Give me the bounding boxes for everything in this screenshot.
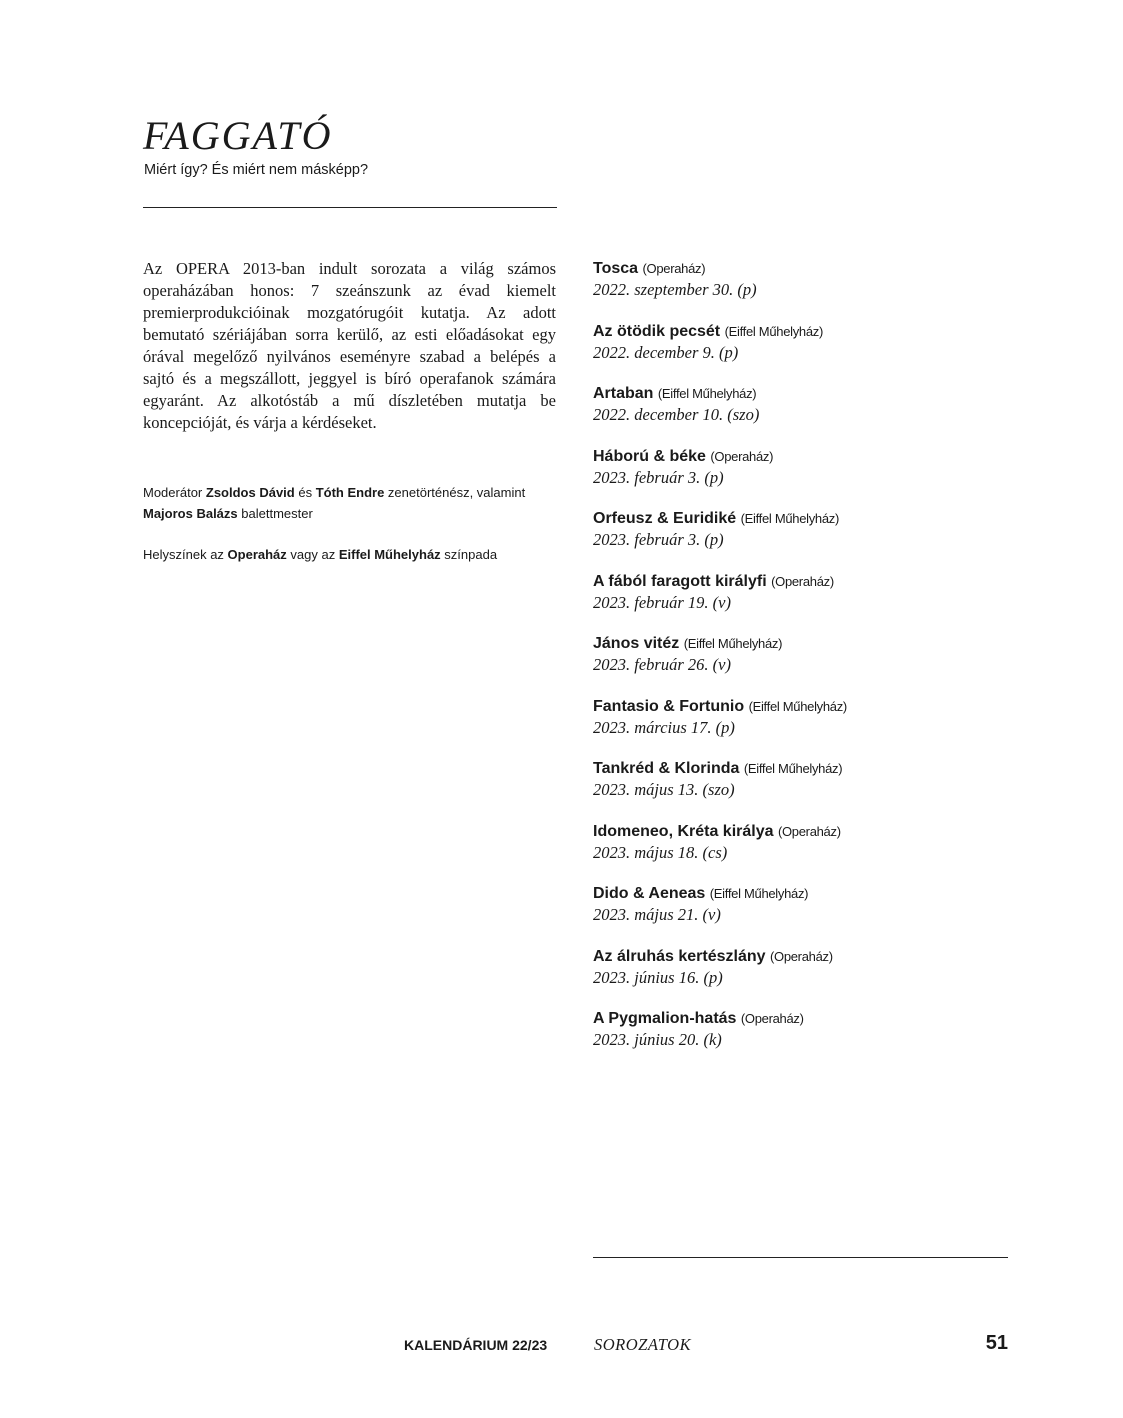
event-item	[593, 571, 1013, 634]
event-title: A Pygmalion-hatás	[593, 1010, 737, 1027]
event-title: Idomeneo, Kréta királya	[593, 822, 774, 840]
event-venue: (Eiffel Műhelyház)	[748, 698, 847, 714]
ballet-master-name: Majoros Balázs	[143, 506, 238, 521]
event-venue: (Eiffel Műhelyház)	[724, 323, 823, 339]
venue-operahaz: Operaház	[227, 547, 287, 562]
moderator-name: Zsoldos Dávid	[205, 485, 295, 500]
page-subtitle: Miért így? És miért nem másképp?	[144, 162, 369, 178]
event-date: 2023. június 16. (p)	[593, 967, 723, 987]
event-title: Orfeusz & Euridiké	[593, 510, 737, 527]
event-date: 2022. december 10. (szo)	[593, 405, 760, 424]
musicologist-role: zenetörténész, valamint	[384, 485, 526, 500]
event-date: 2023. február 26. (v)	[593, 655, 731, 674]
venues-note	[143, 544, 563, 565]
moderator-prefix: Moderátor	[143, 485, 206, 500]
event-title: A fából faragott királyfi	[593, 572, 767, 590]
footer-section: SOROZATOK	[594, 1335, 692, 1354]
moderators-note	[143, 482, 563, 524]
event-date: 2023. február 19. (v)	[593, 592, 731, 612]
event-date: 2023. február 3. (p)	[593, 467, 724, 487]
event-date: 2023. május 13. (szo)	[593, 780, 735, 799]
venues-conjunction: vagy az	[286, 547, 339, 562]
event-date: 2023. március 17. (p)	[593, 717, 735, 737]
event-item	[593, 633, 1013, 696]
event-title: Tankréd & Klorinda	[593, 760, 740, 777]
event-title: Háború & béke	[593, 447, 706, 465]
event-item	[593, 383, 1013, 446]
page-title: FAGGATÓ	[143, 113, 333, 158]
event-title: Tosca	[593, 260, 639, 277]
musicologist-name: Tóth Endre	[315, 485, 385, 500]
intro-paragraph: Az OPERA 2013-ban indult sorozata a világ számos operaházában honos: 7 szeánszunk az évad kiemelt premierprodukcióinak mozgatórugóit kutatja. Az adott bemutató szériájában sorra kerülő, az esti előadásokat egy órával megelőző nyilvános eseményre szabad a belépés a sajtó és a megszállott, jeggyel is bíró operafanok számára egyaránt. Az alkotóstáb a mű díszletében mutatja be koncepcióját, és várja a kérdéseket.	[143, 259, 556, 432]
event-title: Dido & Aeneas	[593, 885, 706, 902]
event-item	[593, 321, 1013, 384]
ballet-master-role: balettmester	[237, 506, 313, 521]
event-date: 2022. december 9. (p)	[593, 342, 739, 362]
venue-eiffel: Eiffel Műhelyház	[338, 547, 441, 562]
event-item	[593, 258, 1013, 321]
event-venue: (Operaház)	[777, 823, 841, 839]
event-date: 2023. június 20. (k)	[593, 1030, 722, 1049]
event-venue: (Operaház)	[740, 1011, 804, 1026]
moderator-conjunction: és	[294, 485, 316, 500]
event-venue: (Operaház)	[769, 948, 833, 964]
event-date: 2023. május 21. (v)	[593, 905, 721, 924]
event-date: 2023. május 18. (cs)	[593, 842, 728, 862]
event-item	[593, 758, 1013, 821]
event-item	[593, 1008, 1013, 1071]
event-venue: (Eiffel Műhelyház)	[740, 511, 840, 526]
event-venue: (Operaház)	[710, 448, 774, 464]
event-title: Artaban	[593, 385, 654, 402]
event-item	[593, 696, 1013, 759]
event-title: Az ötödik pecsét	[593, 322, 721, 340]
event-item	[593, 821, 1013, 884]
event-item	[593, 946, 1013, 1009]
bottom-divider	[593, 1257, 1008, 1258]
event-item	[593, 508, 1013, 571]
event-list	[593, 258, 1013, 1071]
event-venue: (Eiffel Műhelyház)	[743, 761, 843, 776]
event-title: Fantasio & Fortunio	[593, 697, 745, 715]
event-item	[593, 883, 1013, 946]
event-venue: (Eiffel Műhelyház)	[683, 636, 783, 651]
top-divider	[143, 207, 557, 208]
footer-publication: KALENDÁRIUM 22/23	[404, 1337, 548, 1353]
event-venue: (Operaház)	[642, 261, 706, 276]
venues-suffix: színpada	[440, 547, 498, 562]
event-venue: (Eiffel Műhelyház)	[709, 886, 809, 901]
event-venue: (Eiffel Műhelyház)	[657, 386, 757, 401]
event-venue: (Operaház)	[771, 573, 834, 589]
event-title: Az álruhás kertészlány	[593, 947, 766, 965]
event-title: János vitéz	[593, 635, 680, 652]
venues-prefix: Helyszínek az	[143, 547, 228, 562]
page-number: 51	[985, 1332, 1008, 1354]
event-date: 2022. szeptember 30. (p)	[593, 280, 757, 299]
event-item	[593, 446, 1013, 509]
event-date: 2023. február 3. (p)	[593, 530, 724, 549]
